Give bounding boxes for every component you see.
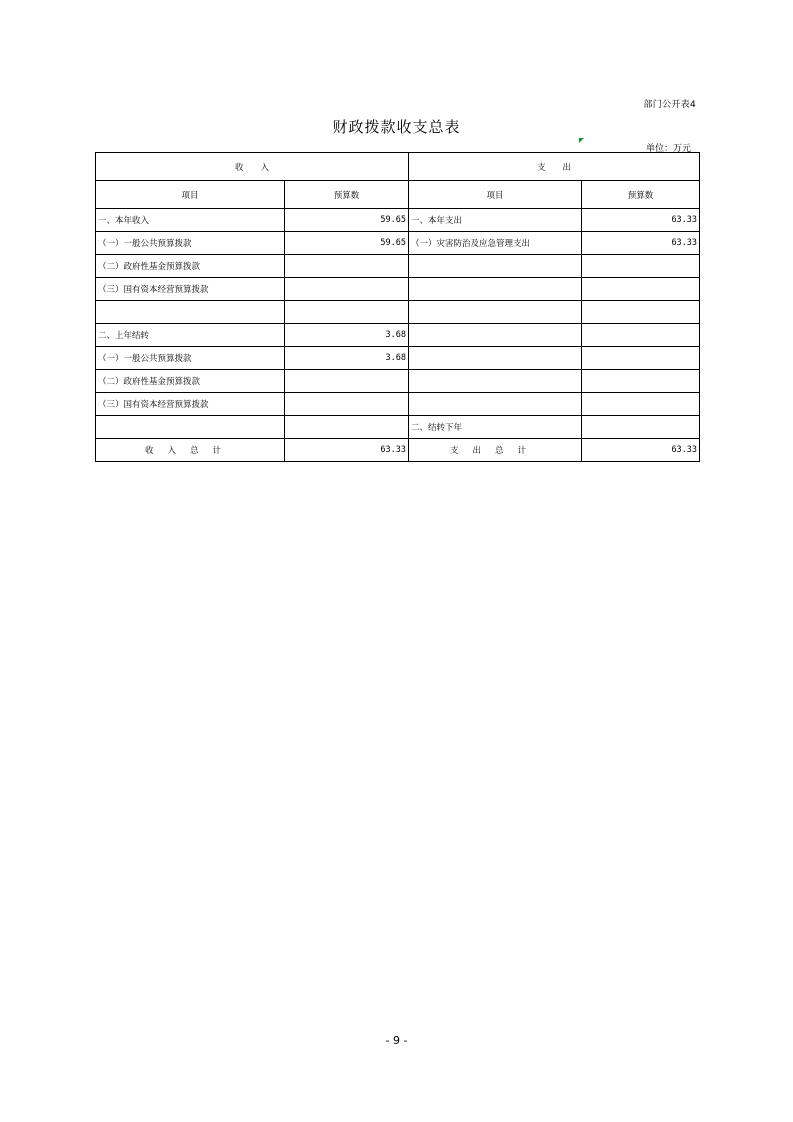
page-title: 财政拨款收支总表 — [332, 118, 461, 136]
income-item-cell: （三）国有资本经营预算拨款 — [96, 393, 285, 416]
expense-item-cell: （一）灾害防治及应急管理支出 — [409, 232, 582, 255]
income-item-cell: （二）政府性基金预算拨款 — [96, 255, 285, 278]
income-value-cell — [285, 393, 409, 416]
income-header: 收 入 — [96, 153, 409, 181]
income-value-cell: 3.68 — [285, 347, 409, 370]
income-item-cell: 二、上年结转 — [96, 324, 285, 347]
income-value-cell — [285, 416, 409, 439]
expense-item-cell — [409, 301, 582, 324]
unit-label: 单位：万元 — [645, 144, 691, 154]
budget-summary-table — [95, 152, 700, 462]
income-total-value: 63.33 — [285, 439, 409, 462]
table-row — [96, 209, 700, 232]
income-value-cell: 59.65 — [285, 232, 409, 255]
table-row — [96, 255, 700, 278]
expense-item-cell — [409, 324, 582, 347]
expense-item-cell — [409, 255, 582, 278]
page-number: - 9 - — [385, 1034, 408, 1047]
expense-total-label: 支出总计 — [409, 439, 582, 462]
expense-header: 支 出 — [409, 153, 700, 181]
expense-value-cell: 63.33 — [582, 209, 700, 232]
expense-total-value: 63.33 — [582, 439, 700, 462]
table-row — [96, 347, 700, 370]
table-id-label: 部门公开表4 — [643, 100, 696, 110]
income-budget-column-header: 预算数 — [285, 181, 409, 209]
expense-value-cell — [582, 278, 700, 301]
expense-value-cell — [582, 255, 700, 278]
income-item-cell: （一）一般公共预算拨款 — [96, 232, 285, 255]
expense-value-cell — [582, 393, 700, 416]
table-section-header-row — [96, 153, 700, 181]
income-item-cell — [96, 301, 285, 324]
table-row — [96, 370, 700, 393]
expense-budget-column-header: 预算数 — [582, 181, 700, 209]
income-value-cell — [285, 301, 409, 324]
expense-value-cell — [582, 301, 700, 324]
income-item-cell: （三）国有资本经营预算拨款 — [96, 278, 285, 301]
income-item-cell: （一）一般公共预算拨款 — [96, 347, 285, 370]
income-item-cell: （二）政府性基金预算拨款 — [96, 370, 285, 393]
expense-value-cell — [582, 347, 700, 370]
income-value-cell — [285, 255, 409, 278]
expense-value-cell: 63.33 — [582, 232, 700, 255]
table-column-header-row — [96, 181, 700, 209]
total-row — [96, 439, 700, 462]
expense-value-cell — [582, 324, 700, 347]
cell-comment-marker — [579, 138, 584, 143]
expense-item-cell — [409, 370, 582, 393]
table-row — [96, 278, 700, 301]
table-row — [96, 416, 700, 439]
income-item-cell — [96, 416, 285, 439]
income-item-column-header: 项目 — [96, 181, 285, 209]
table-row — [96, 232, 700, 255]
expense-item-cell — [409, 347, 582, 370]
income-value-cell: 59.65 — [285, 209, 409, 232]
expense-value-cell — [582, 370, 700, 393]
income-value-cell — [285, 278, 409, 301]
expense-item-cell: 一、本年支出 — [409, 209, 582, 232]
table-row — [96, 324, 700, 347]
table-row — [96, 393, 700, 416]
income-item-cell: 一、本年收入 — [96, 209, 285, 232]
expense-item-cell: 二、结转下年 — [409, 416, 582, 439]
income-value-cell — [285, 370, 409, 393]
expense-item-column-header: 项目 — [409, 181, 582, 209]
income-value-cell: 3.68 — [285, 324, 409, 347]
income-total-label: 收入总计 — [96, 439, 285, 462]
expense-value-cell — [582, 416, 700, 439]
expense-item-cell — [409, 393, 582, 416]
table-row — [96, 301, 700, 324]
expense-item-cell — [409, 278, 582, 301]
